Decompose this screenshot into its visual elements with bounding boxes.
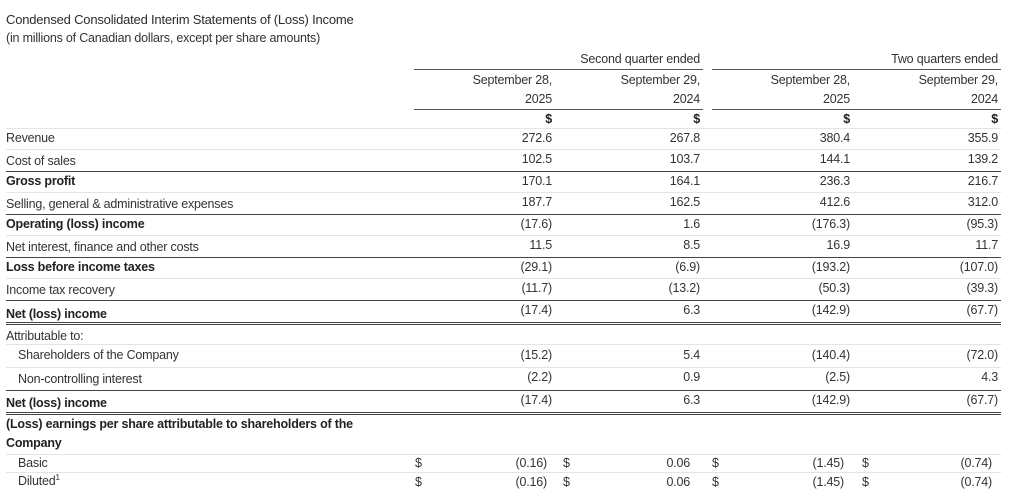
table-cell: (142.9) — [811, 393, 850, 407]
table-cell: (72.0) — [966, 348, 998, 362]
table-cell: 162.5 — [669, 195, 700, 209]
table-cell: 272.6 — [521, 131, 552, 145]
row-label-operating-income: Operating (loss) income — [6, 217, 145, 231]
col4-date: September 29, — [918, 73, 998, 87]
row-divider — [6, 278, 1001, 279]
total-double-rule — [6, 412, 1001, 415]
table-cell: (95.3) — [966, 217, 998, 231]
group-rule-second-quarter — [414, 69, 703, 70]
table-cell: (2.2) — [527, 370, 552, 384]
table-cell: 5.4 — [683, 348, 700, 362]
row-label-income-tax-recovery: Income tax recovery — [6, 283, 115, 297]
table-cell: (193.2) — [811, 260, 850, 274]
table-cell: 4.3 — [981, 370, 998, 384]
table-cell: (1.45) — [812, 475, 844, 489]
table-cell: 6.3 — [683, 393, 700, 407]
row-label-diluted: Diluted$^1$ — [18, 472, 60, 488]
row-divider — [6, 149, 1001, 150]
table-cell: (140.4) — [811, 348, 850, 362]
table-cell: 103.7 — [669, 152, 700, 166]
col4-year: 2024 — [970, 92, 998, 106]
table-cell: 139.2 — [967, 152, 998, 166]
col4-currency: $ — [991, 112, 998, 126]
row-label-net-income: Net (loss) income — [6, 307, 107, 321]
subtotal-rule — [6, 300, 1001, 301]
statement-subtitle: (in millions of Canadian dollars, except per share amounts) — [6, 31, 321, 45]
table-cell: (142.9) — [811, 303, 850, 317]
table-cell: 380.4 — [819, 131, 850, 145]
table-cell: 164.1 — [669, 174, 700, 188]
col3-currency: $ — [843, 112, 850, 126]
subtotal-rule — [6, 171, 1001, 172]
currency-symbol: $ — [563, 475, 570, 489]
table-cell: (17.6) — [520, 217, 552, 231]
group-rule-two-quarters — [712, 69, 1001, 70]
row-label-basic: Basic — [18, 456, 48, 470]
currency-symbol: $ — [563, 456, 570, 470]
row-label-shareholders: Shareholders of the Company — [18, 348, 179, 362]
table-cell: (0.16) — [515, 475, 547, 489]
col2-year: 2024 — [672, 92, 700, 106]
row-label-eps-heading: (Loss) earnings per share attributable to shareholders of the — [6, 417, 353, 431]
col3-date: September 28, — [770, 73, 850, 87]
table-cell: 0.06 — [666, 456, 690, 470]
table-cell: 216.7 — [967, 174, 998, 188]
table-cell: (107.0) — [959, 260, 998, 274]
table-cell: 1.6 — [683, 217, 700, 231]
row-label-net-interest: Net interest, finance and other costs — [6, 240, 199, 254]
row-divider — [6, 235, 1001, 236]
row-divider — [6, 472, 1001, 473]
subtotal-rule — [6, 214, 1001, 215]
row-divider — [6, 128, 1001, 129]
table-cell: 267.8 — [669, 131, 700, 145]
table-cell: 11.7 — [975, 238, 998, 252]
footnote-marker: 1 — [55, 472, 60, 482]
currency-symbol: $ — [712, 475, 719, 489]
table-cell: 187.7 — [521, 195, 552, 209]
row-label-gross-profit: Gross profit — [6, 174, 76, 188]
row-label-net-income-total: Net (loss) income — [6, 396, 107, 410]
table-cell: (50.3) — [818, 281, 850, 295]
row-label-cost-of-sales: Cost of sales — [6, 154, 76, 168]
table-cell: (0.16) — [515, 456, 547, 470]
table-cell: 144.1 — [819, 152, 850, 166]
row-label-eps-heading-cont: Company — [6, 436, 62, 450]
table-cell: 412.6 — [819, 195, 850, 209]
table-cell: (13.2) — [668, 281, 700, 295]
group-header-second-quarter: Second quarter ended — [580, 52, 700, 66]
table-cell: 102.5 — [521, 152, 552, 166]
subtotal-rule — [6, 390, 1001, 391]
col2-currency: $ — [693, 112, 700, 126]
table-cell: 170.1 — [521, 174, 552, 188]
table-cell: 0.06 — [666, 475, 690, 489]
row-divider — [6, 454, 1001, 455]
table-cell: (1.45) — [812, 456, 844, 470]
col1-currency: $ — [545, 112, 552, 126]
table-cell: (6.9) — [675, 260, 700, 274]
row-divider — [6, 367, 1001, 368]
currency-symbol: $ — [862, 456, 869, 470]
table-cell: 16.9 — [826, 238, 850, 252]
table-cell: (17.4) — [520, 303, 552, 317]
table-cell: (15.2) — [520, 348, 552, 362]
table-cell: (67.7) — [966, 303, 998, 317]
col3-year: 2025 — [822, 92, 850, 106]
table-cell: (0.74) — [960, 456, 992, 470]
subtotal-rule — [6, 257, 1001, 258]
table-cell: (17.4) — [520, 393, 552, 407]
row-label-sga: Selling, general & administrative expenses — [6, 197, 234, 211]
header-rule-second-quarter — [414, 109, 703, 110]
col1-date: September 28, — [472, 73, 552, 87]
table-cell: 312.0 — [967, 195, 998, 209]
currency-symbol: $ — [415, 475, 422, 489]
table-cell: (0.74) — [960, 475, 992, 489]
row-label-loss-before-taxes: Loss before income taxes — [6, 260, 155, 274]
table-cell: (11.7) — [521, 281, 552, 295]
row-label-revenue: Revenue — [6, 131, 55, 145]
table-cell: 11.5 — [529, 238, 552, 252]
total-double-rule — [6, 322, 1001, 325]
table-cell: 8.5 — [683, 238, 700, 252]
table-cell: 355.9 — [967, 131, 998, 145]
row-divider — [6, 192, 1001, 193]
table-cell: (67.7) — [966, 393, 998, 407]
table-cell: (39.3) — [966, 281, 998, 295]
table-cell: 236.3 — [819, 174, 850, 188]
table-cell: 0.9 — [683, 370, 700, 384]
row-divider — [6, 344, 1001, 345]
row-label-attributable-to: Attributable to: — [6, 329, 84, 343]
col1-year: 2025 — [524, 92, 552, 106]
header-rule-two-quarters — [712, 109, 1001, 110]
table-cell: (176.3) — [811, 217, 850, 231]
row-label-non-controlling-interest: Non-controlling interest — [18, 372, 142, 386]
table-cell: (2.5) — [825, 370, 850, 384]
table-cell: 6.3 — [683, 303, 700, 317]
currency-symbol: $ — [415, 456, 422, 470]
currency-symbol: $ — [712, 456, 719, 470]
group-header-two-quarters: Two quarters ended — [891, 52, 998, 66]
statement-title: Condensed Consolidated Interim Statements of (Loss) Income — [6, 12, 354, 27]
table-cell: (29.1) — [520, 260, 552, 274]
col2-date: September 29, — [620, 73, 700, 87]
currency-symbol: $ — [862, 475, 869, 489]
